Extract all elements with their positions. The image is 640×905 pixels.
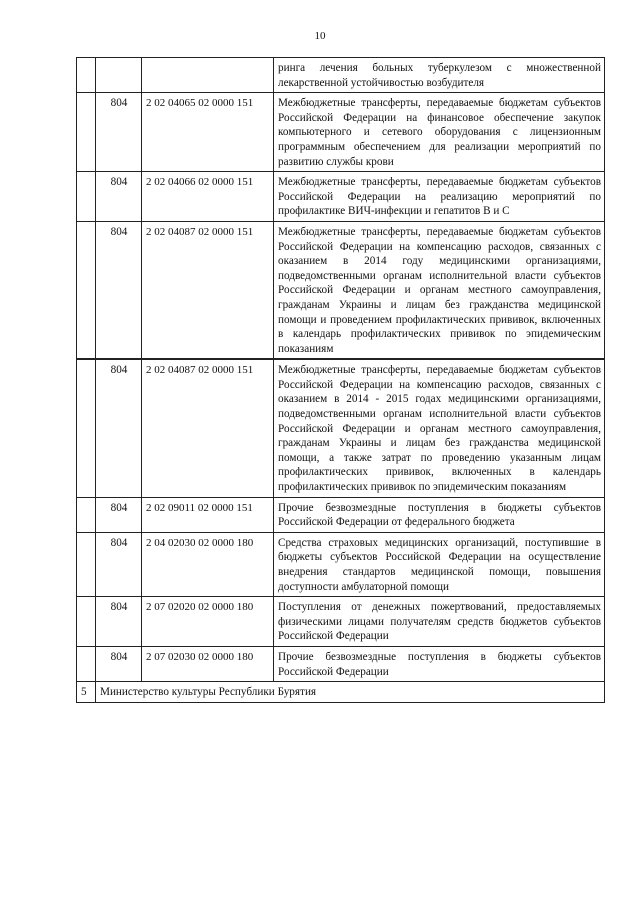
income-description-cell: Межбюджетные трансферты, передаваемые бюджетам субъектов Российской Федерации на компенсацию расходов, связанных с оказанием в 2014 году медицинскими организациями, подведомственными органам исполнительной власти субъектов Российской Федерации и органам местного самоуправления, гражданам Украины и лицам без гражданства медицинской помощи и проведением профилактических прививок, включенных в календарь профилактических прививок по эпидемическим показаниям [274,221,605,359]
income-description-cell: Прочие безвозмездные поступления в бюджеты субъектов Российской Федерации от федерального бюджета [274,497,605,532]
administrator-code-cell: 804 [96,532,142,596]
section-number-cell: 5 [77,682,96,703]
income-description-cell: Межбюджетные трансферты, передаваемые бюджетам субъектов Российской Федерации на компенсацию расходов, связанных с оказанием в 2014 - 2015 годах медицинскими организациями, подведомственными органам исполнительной власти субъектов Российской Федерации и органам местного самоуправления, гражданам Украины и лицам без гражданства медицинской помощи, а также затрат по проведению указанным лицам профилактических прививок, включенных в календарь профилактических прививок по эпидемическим показаниям [274,359,605,497]
administrator-code-cell [96,58,142,93]
section-title-cell: Министерство культуры Республики Бурятия [96,682,605,703]
administrator-code-cell: 804 [96,646,142,681]
income-description-cell: Средства страховых медицинских организаций, поступившие в бюджеты субъектов Российской Федерации на осуществление внедрения стандартов медицинской помощи, повышения доступности амбулаторной помощи [274,532,605,596]
row-number-cell [77,93,96,172]
table-row [77,532,605,596]
row-number-cell [77,646,96,681]
budget-classification-code-cell: 2 02 04087 02 0000 151 [142,359,274,497]
row-number-cell [77,58,96,93]
page-number: 10 [314,30,326,42]
budget-classification-code-cell: 2 02 09011 02 0000 151 [142,497,274,532]
administrator-code-cell: 804 [96,172,142,222]
table-row [77,497,605,532]
revenue-codes-table [76,57,605,703]
section-row [77,682,605,703]
income-description-cell: ринга лечения больных туберкулезом с множественной лекарственной устойчивостью возбудителя [274,58,605,93]
table-row [77,221,605,359]
table-row [77,646,605,681]
table-row [77,172,605,222]
administrator-code-cell: 804 [96,597,142,647]
budget-classification-code-cell: 2 07 02020 02 0000 180 [142,597,274,647]
table-row [77,359,605,497]
table-row [77,58,605,93]
row-number-cell [77,597,96,647]
budget-classification-code-cell [142,58,274,93]
income-description-cell: Прочие безвозмездные поступления в бюджеты субъектов Российской Федерации [274,646,605,681]
table-row [77,597,605,647]
row-number-cell [77,359,96,497]
row-number-cell [77,532,96,596]
row-number-cell [77,497,96,532]
income-description-cell: Поступления от денежных пожертвований, предоставляемых физическими лицами получателям средств бюджетов субъектов Российской Федерации [274,597,605,647]
budget-classification-code-cell: 2 02 04066 02 0000 151 [142,172,274,222]
row-number-cell [77,221,96,359]
administrator-code-cell: 804 [96,93,142,172]
administrator-code-cell: 804 [96,359,142,497]
row-number-cell [77,172,96,222]
administrator-code-cell: 804 [96,497,142,532]
income-description-cell: Межбюджетные трансферты, передаваемые бюджетам субъектов Российской Федерации на финансовое обеспечение закупок компьютерного и сетевого оборудования с лицензионным программным обеспечением для реализации мероприятий по развитию службы крови [274,93,605,172]
administrator-code-cell: 804 [96,221,142,359]
budget-classification-code-cell: 2 02 04087 02 0000 151 [142,221,274,359]
table-row [77,93,605,172]
budget-classification-code-cell: 2 02 04065 02 0000 151 [142,93,274,172]
budget-classification-code-cell: 2 07 02030 02 0000 180 [142,646,274,681]
budget-classification-code-cell: 2 04 02030 02 0000 180 [142,532,274,596]
income-description-cell: Межбюджетные трансферты, передаваемые бюджетам субъектов Российской Федерации на реализацию мероприятий по профилактике ВИЧ-инфекции и гепатитов В и С [274,172,605,222]
